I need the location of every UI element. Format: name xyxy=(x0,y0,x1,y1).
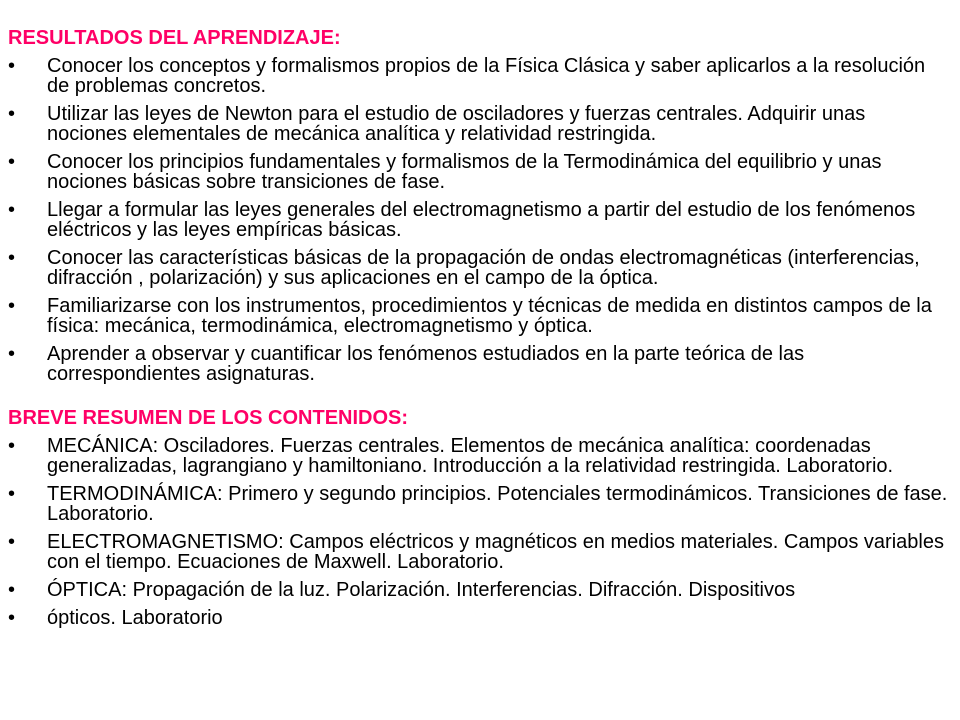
bullet-icon: • xyxy=(8,103,16,125)
list-item xyxy=(8,608,948,628)
list-item xyxy=(8,56,948,96)
bullet-icon: • xyxy=(8,607,16,629)
list-item xyxy=(8,484,948,524)
bullet-icon: • xyxy=(8,435,16,457)
bullet-icon: • xyxy=(8,531,16,553)
bullet-icon: • xyxy=(8,55,16,77)
list-item xyxy=(8,200,948,240)
heading-contents-summary: BREVE RESUMEN DE LOS CONTENIDOS: xyxy=(8,407,409,429)
list-item-text: ÓPTICA: Propagación de la luz. Polarización. Interferencias. Difracción. Dispositivos xyxy=(47,579,796,601)
bullet-icon: • xyxy=(8,483,16,505)
list-item-text: TERMODINÁMICA: Primero y segundo principios. Potenciales termodinámicos. Transiciones de fase. Laboratorio. xyxy=(47,483,948,525)
list-item-text: Llegar a formular las leyes generales del electromagnetismo a partir del estudio de los fenómenos eléctricos y las leyes empíricas básicas. xyxy=(47,199,916,241)
list-item xyxy=(8,104,948,144)
list-item xyxy=(8,344,948,384)
list-item-text: ópticos. Laboratorio xyxy=(47,607,223,629)
list-item xyxy=(8,580,948,600)
learning-results-list xyxy=(8,56,948,384)
bullet-icon: • xyxy=(8,199,16,221)
list-item xyxy=(8,248,948,288)
list-item-text: Familiarizarse con los instrumentos, procedimientos y técnicas de medida en distintos campos de la física: mecánica, termodinámica, electromagnetismo y óptica. xyxy=(47,295,932,337)
bullet-icon: • xyxy=(8,247,16,269)
list-item-text: Conocer los conceptos y formalismos propios de la Física Clásica y saber aplicarlos a la resolución de problemas concretos. xyxy=(47,55,926,97)
list-item xyxy=(8,436,948,476)
contents-summary-list xyxy=(8,436,948,628)
list-item xyxy=(8,296,948,336)
list-item-text: ELECTROMAGNETISMO: Campos eléctricos y magnéticos en medios materiales. Campos variables con el tiempo. Ecuaciones de Maxwell. Laboratorio. xyxy=(47,531,944,573)
list-item-text: Utilizar las leyes de Newton para el estudio de osciladores y fuerzas centrales. Adquirir unas nociones elementales de mecánica analítica y relatividad restringida. xyxy=(47,103,866,145)
list-item-text: Conocer los principios fundamentales y formalismos de la Termodinámica del equilibrio y unas nociones básicas sobre transiciones de fase. xyxy=(47,151,882,193)
heading-learning-results: RESULTADOS DEL APRENDIZAJE: xyxy=(8,27,341,49)
list-item-text: Conocer las características básicas de la propagación de ondas electromagnéticas (interferencias, difracción , polarización) y sus aplicaciones en el campo de la óptica. xyxy=(47,247,920,289)
list-item-text: Aprender a observar y cuantificar los fenómenos estudiados en la parte teórica de las correspondientes asignaturas. xyxy=(47,343,805,385)
bullet-icon: • xyxy=(8,343,16,365)
bullet-icon: • xyxy=(8,579,16,601)
list-item xyxy=(8,532,948,572)
bullet-icon: • xyxy=(8,151,16,173)
slide-content xyxy=(8,26,948,636)
list-item-text: MECÁNICA: Osciladores. Fuerzas centrales. Elementos de mecánica analítica: coordenadas generalizadas, lagrangiano y hamiltoniano. Introducción a la relatividad restringida. Laboratorio. xyxy=(47,435,894,477)
bullet-icon: • xyxy=(8,295,16,317)
list-item xyxy=(8,152,948,192)
